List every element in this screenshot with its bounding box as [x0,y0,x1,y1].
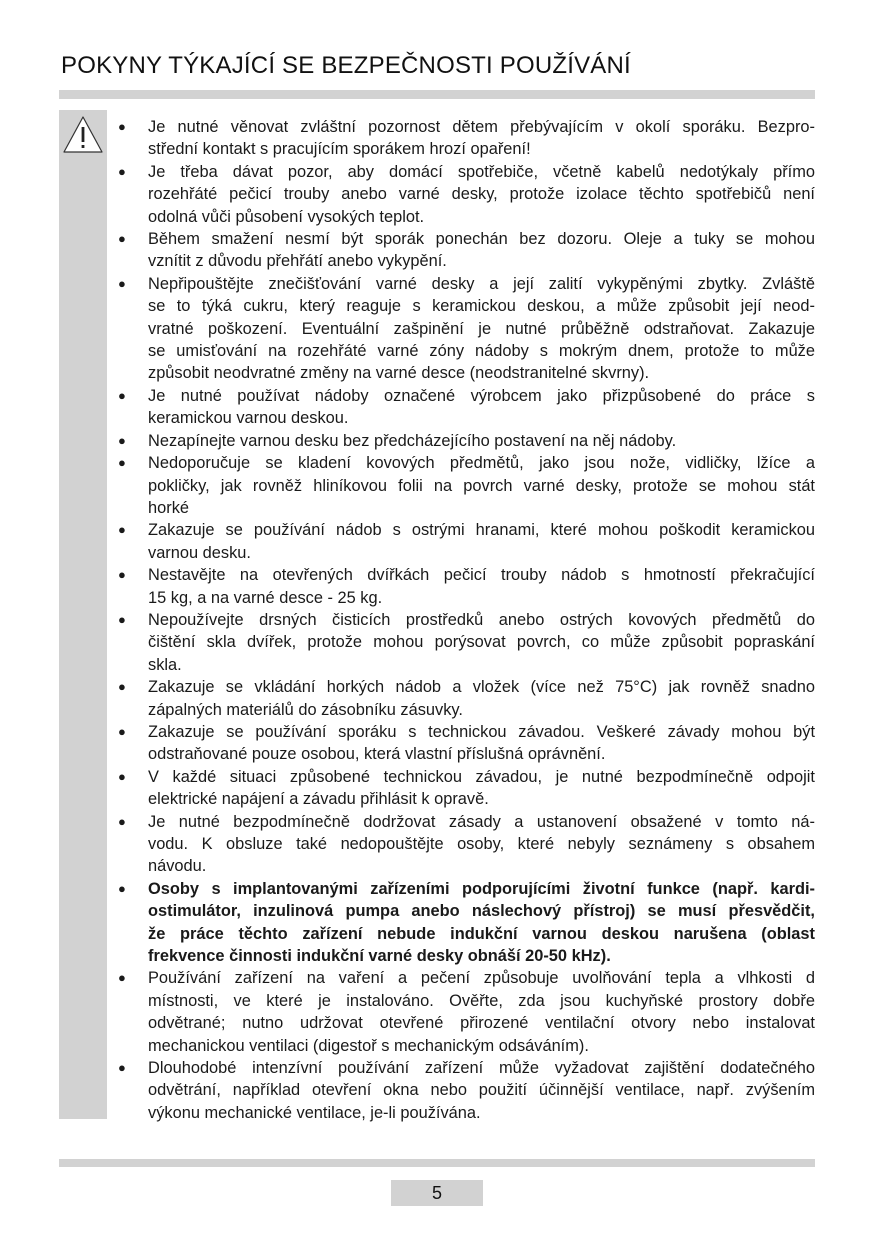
list-item [115,766,815,811]
list-item-line: ● Osoby s implantovanými zařízeními podporujícími životní funkce (např. kardi- [148,879,815,898]
list-item-line: ● Nezapínejte varnou desku bez předcházejícího postavení na něj nádoby. [148,431,677,450]
list-item [115,676,815,721]
list-item-line: čištění skla dvířek, protože mohou porýsovat povrch, co může způsobit popraskání [148,633,815,652]
list-item-line: pokličky, jak rovněž hliníkovou folii na povrch varné desky, protože se mohou stát [148,476,815,495]
list-item-line: že práce těchto zařízení nebude indukční varnou deskou narušena (oblast [148,924,815,943]
list-item-line: ● Používání zařízení na vaření a pečení způsobuje uvolňování tepla a vlhkosti d [148,969,815,988]
list-item-line: skla. [148,655,182,674]
list-item-line: ● Je třeba dávat pozor, aby domácí spotřebiče, včetně kabelů nedotýkaly přímo [148,162,815,181]
list-item-line: odvětrané; nutno udržovat otevřené přirozené ventilační otvory nebo instalovat [148,1014,815,1033]
list-item-line: mechanickou ventilaci (digestoř s mechanickým odsáváním). [148,1036,589,1055]
list-item [115,721,815,766]
list-item-line: vratné poškození. Eventuální zašpinění je nutné průběžně odstraňovat. Zakazuje [148,319,815,338]
list-item-line: keramickou varnou deskou. [148,409,349,428]
list-item-line: frekvence činnosti indukční varné desky obnáší 20-50 kHz). [148,947,611,966]
list-item-line: místnosti, ve které je instalováno. Ověřte, zda jsou kuchyňské prostory dobře [148,991,815,1010]
safety-instructions-list [115,116,815,1124]
list-item [115,967,815,1057]
list-item [115,385,815,430]
list-item [115,161,815,228]
list-item-line: střední kontakt s pracujícím sporákem hrozí opaření! [148,140,531,159]
list-item-line: odvětrání, například otevření okna nebo použití účinnější ventilace, např. zvýšením [148,1081,815,1100]
list-item-line: 15 kg, a na varné desce - 25 kg. [148,588,383,607]
list-item [115,228,815,273]
list-item-line: ● Nepoužívejte drsných čisticích prostředků anebo ostrých kovových předmětů do [148,610,815,629]
bottom-divider [59,1159,815,1167]
list-item [115,519,815,564]
list-item-line: ● Je nutné bezpodmínečně dodržovat zásady a ustanovení obsažené v tomto ná- [148,812,815,831]
side-bar [59,110,107,1119]
list-item [115,564,815,609]
list-item-line: elektrické napájení a závadu přihlásit k opravě. [148,790,489,809]
list-item-line: odstraňované pouze osobou, která vlastní příslušná oprávnění. [148,745,606,764]
list-item-line: ● Dlouhodobé intenzívní používání zařízení může vyžadovat zajištění dodatečného [148,1059,815,1078]
list-item-line: ● Nestavějte na otevřených dvířkách pečicí trouby nádob s hmotností překračující [148,566,815,585]
warning-triangle-icon [59,112,107,158]
top-divider [59,90,815,99]
list-item-line: zápalných materiálů do zásobníku zásuvky. [148,700,463,719]
list-item [115,878,815,968]
list-item-line: rozehřáté pečicí trouby anebo varné desky, protože izolace těchto spotřebičů není [148,185,815,204]
list-item-line: způsobit neodvratné změny na varné desce (neodstranitelné skvrny). [148,364,650,383]
list-item-line: výkonu mechanické ventilace, je-li používána. [148,1103,481,1122]
list-item [115,273,815,385]
list-item-line: ● Zakazuje se vkládání horkých nádob a vložek (více než 75°C) jak rovněž snadno [148,678,815,697]
list-item-line: ● Je nutné věnovat zvláštní pozornost dětem přebývajícím v okolí sporáku. Bezpro- [148,118,815,136]
list-item-line: vznítit z důvodu přehřátí anebo vykypění. [148,252,447,271]
list-item-line: ● Je nutné používat nádoby označené výrobcem jako přizpůsobené do práce s [148,386,815,405]
list-item-line: návodu. [148,857,207,876]
list-item-line: vodu. K obsluze také nedopouštějte osoby, které nebyly seznámeny s obsahem [148,835,815,853]
list-item-line: ● Během smažení nesmí být sporák ponechán bez dozoru. Oleje a tuky se mohou [148,230,815,249]
list-item [115,1057,815,1124]
list-item [115,811,815,878]
list-item-line: se umisťování na rozehřáté varné zóny nádoby s mokrým dnem, protože to může [148,342,815,361]
list-item-line: varnou desku. [148,543,251,562]
page-title: POKYNY TÝKAJÍCÍ SE BEZPEČNOSTI POUŽÍVÁNÍ [61,52,631,79]
list-item [115,430,815,452]
list-item-line: ● Nepřipouštějte znečišťování varné desky a její zalití vykypěnými zbytky. Zvláště [148,274,815,293]
list-item [115,609,815,676]
list-item-line: ostimulátor, inzulinová pumpa anebo náslechový přístroj) se musí přesvědčit, [148,902,815,921]
list-item-line: ● Zakazuje se používání nádob s ostrými hranami, které mohou poškodit keramickou [148,521,815,540]
list-item-line: odolná vůči působení vysokých teplot. [148,207,425,226]
list-item-line: ● Zakazuje se používání sporáku s technickou závadou. Veškeré závady mohou být [148,722,815,741]
list-item-line: ● Nedoporučuje se kladení kovových předmětů, jako jsou nože, vidličky, lžíce a [148,454,815,473]
list-item-line: se to týká cukru, který reaguje s keramickou deskou, a může způsobit její neod- [148,297,815,316]
page-number: 5 [391,1180,483,1206]
list-item [115,452,815,519]
list-item [115,116,815,161]
list-item-line: ● V každé situaci způsobené technickou závadou, je nutné bezpodmínečně odpojit [148,767,815,786]
list-item-line: horké [148,498,190,517]
